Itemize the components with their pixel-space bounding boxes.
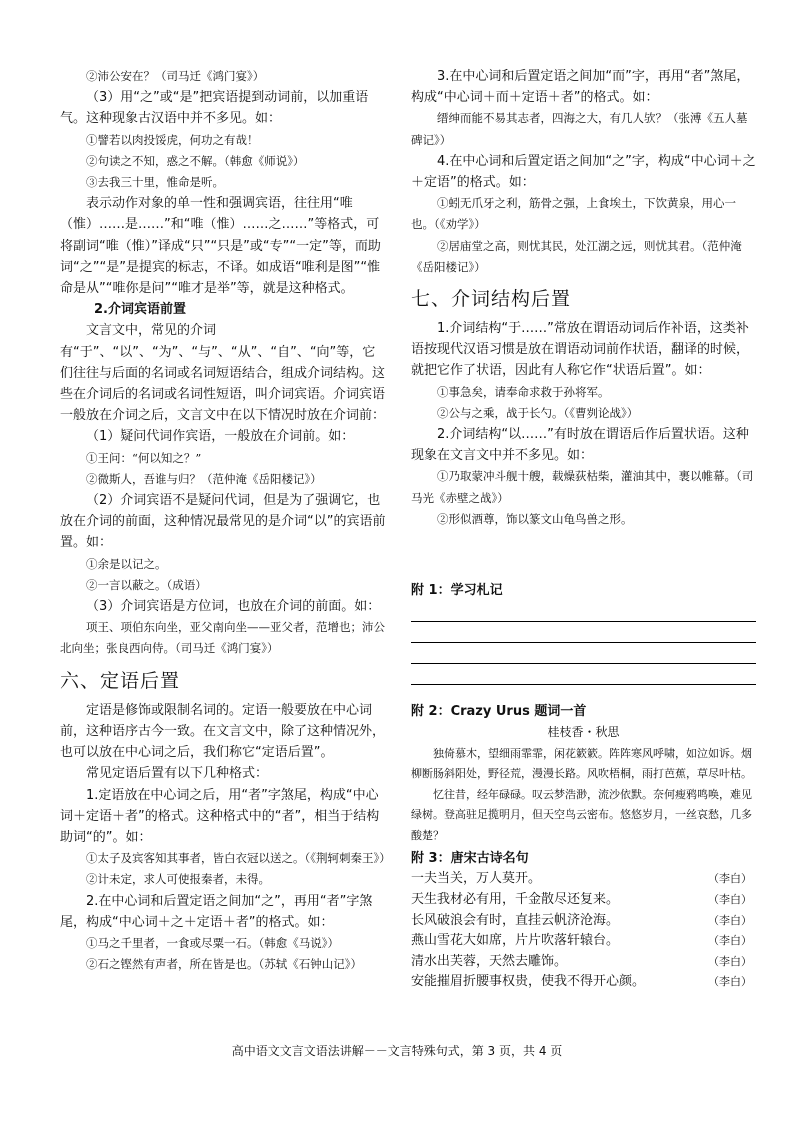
quote-row [411,931,756,952]
paragraph: （1）疑问代词作宾语，一般放在介词前。如： [86,429,355,445]
section-heading-7: 七、介词结构后置 [411,288,572,311]
quote-author: （李白） [708,872,752,886]
example-line: ①乃取蒙冲斗舰十艘，载燥荻枯柴，灌油其中，裹以帷幕。（司马光《赤壁之战》） [411,469,754,505]
example-line: ①事急矣，请奉命求救于孙将军。 [437,384,610,399]
note-line [411,664,756,685]
quote-text: 天生我材必有用，千金散尽还复来。 [411,891,620,907]
example-line: ①太子及宾客知其事者，皆白衣冠以送之。（《荆轲刺秦王》） [86,851,391,866]
note-lines [411,601,756,685]
paragraph: 定语是修饰或限制名词的。定语一般要放在中心词前，这种语序古今一致。在文言文中，除了这种情况外，也可以放在中心词之后，我们称它“定语后置”。 [60,702,386,761]
paragraph: 常见定语后置有以下几种格式： [86,766,269,782]
appendix-3-heading: 附 3：唐宋古诗名句 [411,851,529,867]
paragraph: 2.介词结构“以……”有时放在谓语后作后置状语。这种现象在文言文中并不多见。如： [411,427,749,464]
example-line: ①王问：“何以知之？” [86,450,202,465]
example-line: ①蚓无爪牙之利，筋骨之强，上食埃土，下饮黄泉，用心一也。（《劝学》） [411,196,736,232]
example-line: 缙绅而能不易其志者，四海之大，有几人欤？（张溥《五人墓碑记》） [411,111,748,147]
paragraph: 1.定语放在中心词之后，用“者”字煞尾，构成“中心词＋定语＋者”的格式。这种格式中的“者”，相当于结构助词“的”。如： [60,787,380,845]
example-line: ②微斯人，吾谁与归？（范仲淹《岳阳楼记》） [86,471,322,486]
example-line: ②形似酒尊，饰以篆文山龟鸟兽之形。 [437,511,633,526]
appendix-2-heading: 附 2：Crazy Urus 题词一首 [411,704,587,720]
paragraph: （2）介词宾语不是疑问代词，但是为了强调它，也放在介词的前面，这种情况最常见的是介词“以”的宾语前置。如： [60,493,386,551]
quote-row [411,890,756,911]
quote-text: 安能摧眉折腰事权贵，使我不得开心颜。 [411,974,646,990]
quote-author: （李白） [708,892,752,906]
paragraph: 1.介词结构“于……”常放在谓语动词后作补语，这类补语按现代汉语习惯是放在谓语动词前作状语，翻译的时候，就把它作了状语，因此有人称它作“状语后置”。如： [411,321,750,379]
subsection-heading: 2.介词宾语前置 [94,302,186,318]
quote-row [411,869,756,890]
quote-list [411,869,756,993]
example-line: ①譬若以肉投馁虎，何功之有哉！ [86,132,259,147]
paragraph: （3）介词宾语是方位词，也放在介词的前面。如： [86,599,381,615]
appendix-1-heading: 附 1：学习札记 [411,583,503,599]
example-line: ③去我三十里，惟命是听。 [86,175,224,190]
quote-text: 长风破浪会有时，直挂云帆济沧海。 [411,912,620,928]
quote-text: 清水出芙蓉，天然去雕饰。 [411,953,568,969]
paragraph: （3）用“之”或“是”把宾语提到动词前，以加重语气。这种现象古汉语中并不多见。如： [60,90,369,127]
left-column [60,66,391,975]
paragraph: 3.在中心词和后置定语之间加“而”字，再用“者”煞尾，构成“中心词＋而＋定语＋者”的格式。如： [411,69,750,106]
right-column [411,66,756,993]
example-line: ②居庙堂之高，则忧其民，处江湖之远，则忧其君。（范仲淹《岳阳楼记》） [411,238,742,274]
quote-author: （李白） [708,975,752,989]
paragraph: 4.在中心词和后置定语之间加“之”字，构成“中心词＋之＋定语”的格式。如： [411,153,756,191]
paragraph: 表示动作对象的单一性和强调宾语，往往用“唯（惟）……是……”和“唯（惟）……之……”等格式，可将副词“唯（惟）”译成“只”“只是”或“专”“一定”等，而助词“之”“是”是提宾的标志，不译。如成语“唯利是图”“惟命是从”“唯你是问”“唯才是举”等，就是这种格式。 [60,196,381,297]
example-line: 项王、项伯东向坐，亚父南向坐——亚父者，范增也；沛公北向坐；张良西向侍。（司马迁《鸿门宴》） [60,620,385,656]
poem-stanza: 独倚慕木，望细雨霏霏，闲花簌簌。阵阵寒风呼啸，如泣如诉。烟柳断肠斜阳处，野径荒，漫漫长路。风吹梧桐，雨打芭蕉，草尽叶枯。 [411,746,752,781]
quote-row [411,952,756,973]
poem-title: 桂枝香・秋思 [547,725,620,740]
paragraph: 2.在中心词和后置定语之间加“之”，再用“者”字煞尾，构成“中心词＋之＋定语＋者”的格式。如： [60,893,373,930]
quote-text: 燕山雪花大如席，片片吹落轩辕台。 [411,933,620,949]
example-line: ②句读之不知，惑之不解。（韩愈《师说》） [86,153,305,168]
note-line [411,622,756,643]
example-line: ②石之铿然有声者，所在皆是也。（苏轼《石钟山记》） [86,957,362,972]
example-line: ①马之千里者，一食或尽粟一石。（韩愈《马说》） [86,935,339,950]
note-line [411,601,756,622]
example-line: ②一言以蔽之。（成语） [86,577,207,592]
section-heading-6: 六、定语后置 [60,669,181,692]
example-line: ①余是以记之。 [86,556,167,571]
quote-row [411,972,756,993]
quote-row [411,911,756,932]
example-line: ②计未定，求人可使报秦者，未得。 [86,872,270,887]
quote-author: （李白） [708,954,752,968]
example-line: ②沛公安在？（司马迁《鸿门宴》） [86,69,265,83]
note-line [411,643,756,664]
quote-author: （李白） [708,913,752,927]
poem-stanza: 忆往昔，经年碌碌。叹云梦浩渺，流沙依默。奈何瘦鸦鸣唤，难见绿树。登高驻足揽明月，但天空鸟云密布。悠悠岁月，一丝哀愁，几多酸楚？ [411,787,752,842]
page-footer: 高中语文文言文语法讲解－－文言特殊句式，第 3 页，共 4 页 [231,1044,563,1058]
example-line: ②公与之乘，战于长勺。（《曹刿论战》） [437,405,639,420]
quote-author: （李白） [708,934,752,948]
paragraph: 文言文中，常见的介词有“于”、“以”、“为”、“与”、“从”、“自”、“向”等，它们往往与后面的名词或名词短语结合，组成介词结构。这些在介词后的名词或名词性短语，叫介词宾语。介词宾语一般放在介词之后，文言文中在以下情况时放在介词前： [60,323,386,424]
quote-text: 一夫当关，万人莫开。 [411,871,542,887]
